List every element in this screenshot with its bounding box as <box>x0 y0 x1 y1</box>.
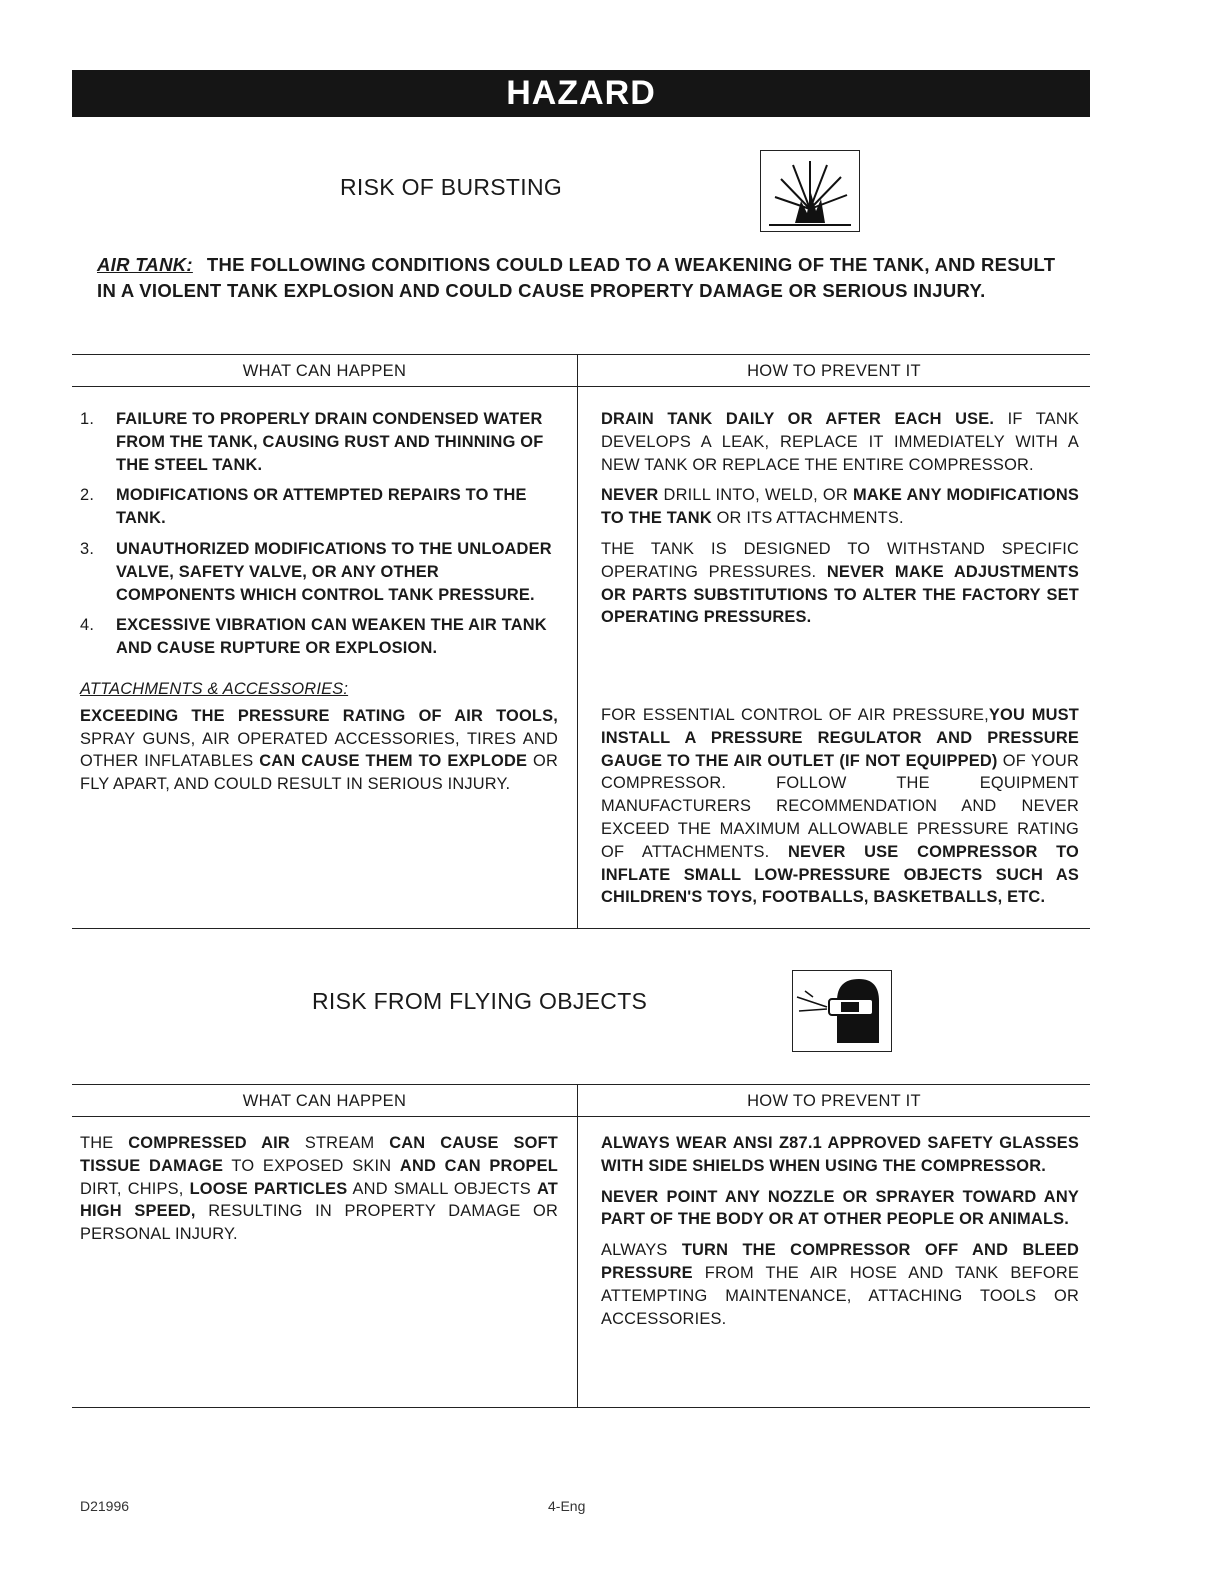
table1-header-prevent: HOW TO PREVENT IT <box>747 362 921 380</box>
table2-header-rule <box>72 1116 1090 1117</box>
page-number: 4-Eng <box>548 1498 586 1514</box>
hazard-banner-text: HAZARD <box>506 74 656 112</box>
safety-goggles-icon <box>792 970 892 1052</box>
attachments-prevention <box>601 704 1079 917</box>
list-item: 4. EXCESSIVE VIBRATION CAN WEAKEN THE AIR TANK AND CAUSE RUPTURE OR EXPLOSION. <box>80 616 547 658</box>
table1-top-rule <box>72 354 1090 355</box>
table2-bottom-rule <box>72 1407 1090 1408</box>
air-tank-intro-text: THE FOLLOWING CONDITIONS COULD LEAD TO A WEAKENING OF THE TANK, AND RESULT IN A VIOLENT TANK EXPLOSION AND COULD CAUSE PROPERTY DAMAGE OR SERIOUS INJURY. <box>97 254 1056 301</box>
prevent-glasses-paragraph: ALWAYS WEAR ANSI Z87.1 APPROVED SAFETY GLASSES WITH SIDE SHIELDS WHEN USING THE COMPRESSOR. <box>601 1134 1079 1175</box>
bursting-hazard-list <box>80 408 558 668</box>
flying-objects-hazard <box>80 1132 558 1254</box>
prevent-nozzle-paragraph: NEVER POINT ANY NOZZLE OR SPRAYER TOWARD ANY PART OF THE BODY OR AT OTHER PEOPLE OR ANIMALS. <box>601 1187 1079 1229</box>
table1-header-rule <box>72 386 1090 387</box>
section-title-flying-objects: RISK FROM FLYING OBJECTS <box>312 988 648 1014</box>
table2-top-rule <box>72 1084 1090 1085</box>
prevent-drain-paragraph: DRAIN TANK DAILY OR AFTER EACH USE. IF TANK DEVELOPS A LEAK, REPLACE IT IMMEDIATELY WITH A NEW TANK OR REPLACE THE ENTIRE COMPRESSOR. <box>601 410 1079 474</box>
section-title-bursting: RISK OF BURSTING <box>340 174 563 200</box>
document-id: D21996 <box>80 1498 130 1514</box>
list-item: 1. FAILURE TO PROPERLY DRAIN CONDENSED WATER FROM THE TANK, CAUSING RUST AND THINNING OF THE STEEL TANK. <box>80 410 544 474</box>
air-tank-label: AIR TANK: <box>97 254 193 275</box>
table2-header-what: WHAT CAN HAPPEN <box>242 1092 407 1110</box>
prevent-pressure-paragraph: THE TANK IS DESIGNED TO WITHSTAND SPECIFIC OPERATING PRESSURES. NEVER MAKE ADJUSTMENTS OR PARTS SUBSTITUTIONS TO ALTER THE FACTORY SET OPERATING PRESSURES. <box>601 539 1079 627</box>
prevent-modify-paragraph: NEVER DRILL INTO, WELD, OR MAKE ANY MODIFICATIONS TO THE TANK OR ITS ATTACHMENTS. <box>601 486 1079 528</box>
table1-divider <box>577 354 578 928</box>
attachments-block <box>80 678 558 804</box>
table2-divider <box>577 1084 578 1407</box>
bursting-prevention <box>601 408 1079 637</box>
table1-header-what: WHAT CAN HAPPEN <box>242 362 407 380</box>
explosion-icon <box>760 150 860 232</box>
flying-objects-prevention <box>601 1132 1079 1338</box>
list-item: 3. UNAUTHORIZED MODIFICATIONS TO THE UNLOADER VALVE, SAFETY VALVE, OR ANY OTHER COMPONENTS WHICH CONTROL TANK PRESSURE. <box>80 539 552 604</box>
table2-header-prevent: HOW TO PREVENT IT <box>747 1092 921 1110</box>
table1-bottom-rule <box>72 928 1090 929</box>
list-item: 2. MODIFICATIONS OR ATTEMPTED REPAIRS TO THE TANK. <box>80 486 527 528</box>
attachments-hazard-paragraph: EXCEEDING THE PRESSURE RATING OF AIR TOOLS, SPRAY GUNS, AIR OPERATED ACCESSORIES, TIRES AND OTHER INFLATABLES CAN CAUSE THEM TO EXPLODE OR FLY APART, AND COULD RESULT IN SERIOUS INJURY. <box>80 706 558 794</box>
attachments-prevent-paragraph: FOR ESSENTIAL CONTROL OF AIR PRESSURE,YOU MUST INSTALL A PRESSURE REGULATOR AND PRESSURE GAUGE TO THE AIR OUTLET (IF NOT EQUIPPED) OF YOUR COMPRESSOR. FOLLOW THE EQUIPMENT MANUFACTURERS RECOMMENDATION AND NEVER EXCEED THE MAXIMUM ALLOWABLE PRESSURE RATING OF ATTACHMENTS. NEVER USE COMPRESSOR TO INFLATE SMALL LOW-PRESSURE OBJECTS SUCH AS CHILDREN'S TOYS, FOOTBALLS, BASKETBALLS, ETC. <box>601 706 1079 907</box>
air-tank-intro <box>97 252 1072 304</box>
prevent-bleed-paragraph: ALWAYS TURN THE COMPRESSOR OFF AND BLEED PRESSURE FROM THE AIR HOSE AND TANK BEFORE ATTEMPTING MAINTENANCE, ATTACHING TOOLS OR ACCESSORIES. <box>601 1241 1079 1328</box>
flying-hazard-paragraph: THE COMPRESSED AIR STREAM CAN CAUSE SOFT TISSUE DAMAGE TO EXPOSED SKIN AND CAN PROPEL DIRT, CHIPS, LOOSE PARTICLES AND SMALL OBJECTS AT HIGH SPEED, RESULTING IN PROPERTY DAMAGE OR PERSONAL INJURY. <box>80 1134 559 1244</box>
hazard-banner <box>72 70 1090 117</box>
attachments-label: ATTACHMENTS & ACCESSORIES: <box>80 680 349 698</box>
